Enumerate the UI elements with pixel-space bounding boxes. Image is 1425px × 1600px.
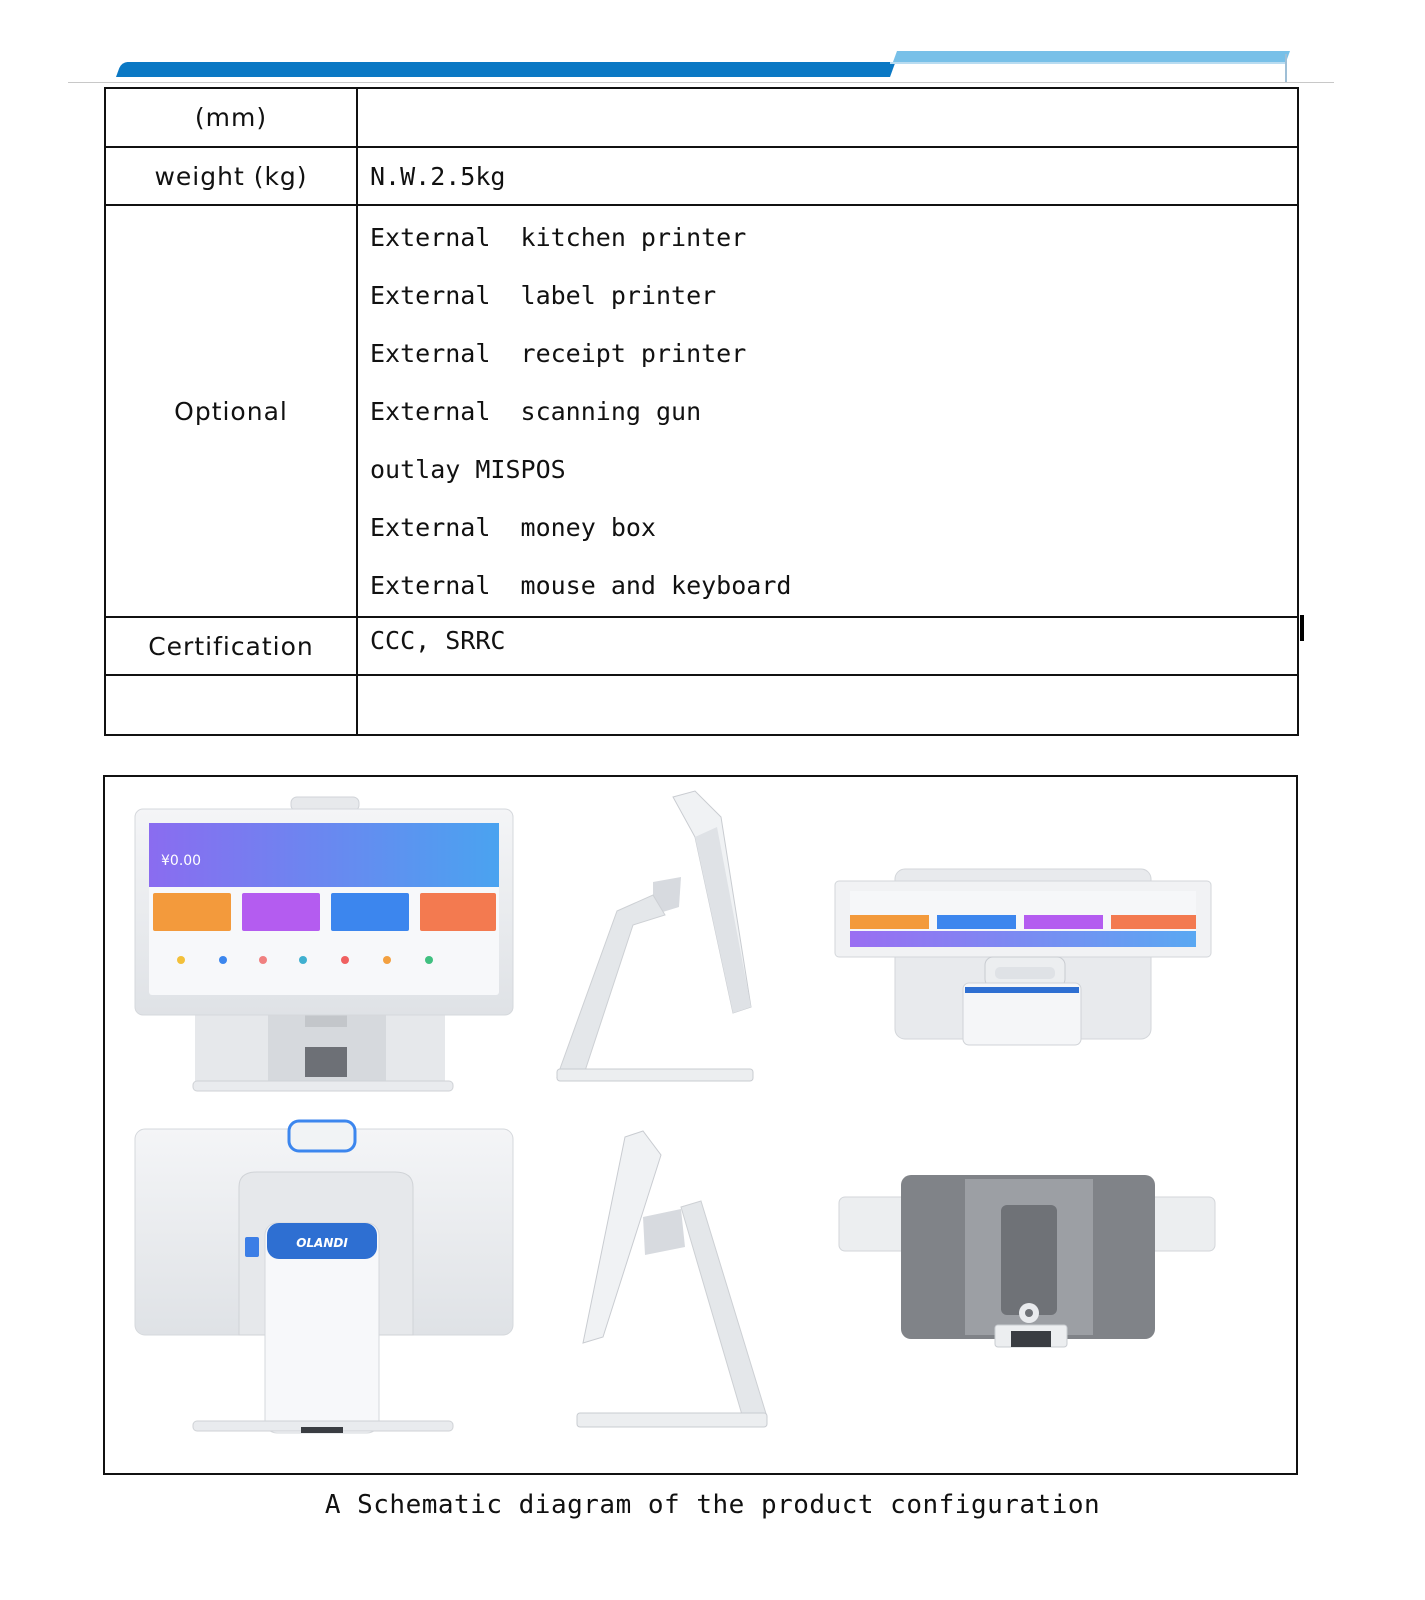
product-illustration [105,777,1296,1473]
optional-item: outlay MISPOS [370,455,566,484]
header-bar-dark [116,62,895,77]
optional-item: External kitchen printer [370,223,747,252]
table-row [105,147,1298,205]
header-bar-light [893,51,1290,62]
optional-list [370,207,1297,615]
table-row [105,205,1298,617]
row-label-weight: weight (kg) [105,147,357,205]
spec-table [104,87,1299,736]
row-value-certification [357,617,1298,675]
side-view-top [557,791,753,1081]
figure-caption: A Schematic diagram of the product configuration [324,1490,1101,1520]
side-view-bottom [577,1131,767,1427]
optional-item: External label printer [370,281,717,310]
optional-item: External receipt printer [370,339,747,368]
screen-balance: ¥0.00 [161,853,202,869]
header-bar-light-edge [890,62,1286,64]
row-label-certification: Certification [105,617,357,675]
optional-item: External money box [370,513,656,542]
row-value-dimensions [357,88,1298,147]
back-view [135,1121,513,1433]
row-label-empty [105,675,357,735]
row-label-optional: Optional [105,205,357,617]
front-view [135,797,513,1091]
table-edge-mark [1300,615,1304,641]
header-bar-end [1285,54,1287,82]
row-value-empty [357,675,1298,735]
top-view [835,869,1211,1045]
table-row [105,617,1298,675]
header-rule [68,82,1334,83]
logo-text: OLANDI [296,1236,348,1250]
certification-text: CCC, SRRC [370,625,506,655]
optional-item: External mouse and keyboard [370,571,792,600]
optional-item: External scanning gun [370,397,702,426]
row-label-dimensions: (mm) [105,88,357,147]
bottom-view [839,1175,1215,1347]
table-row [105,675,1298,735]
row-value-optional [357,205,1298,617]
table-row [105,88,1298,147]
product-figure [103,775,1298,1475]
row-value-weight: N.W.2.5kg [357,147,1298,205]
